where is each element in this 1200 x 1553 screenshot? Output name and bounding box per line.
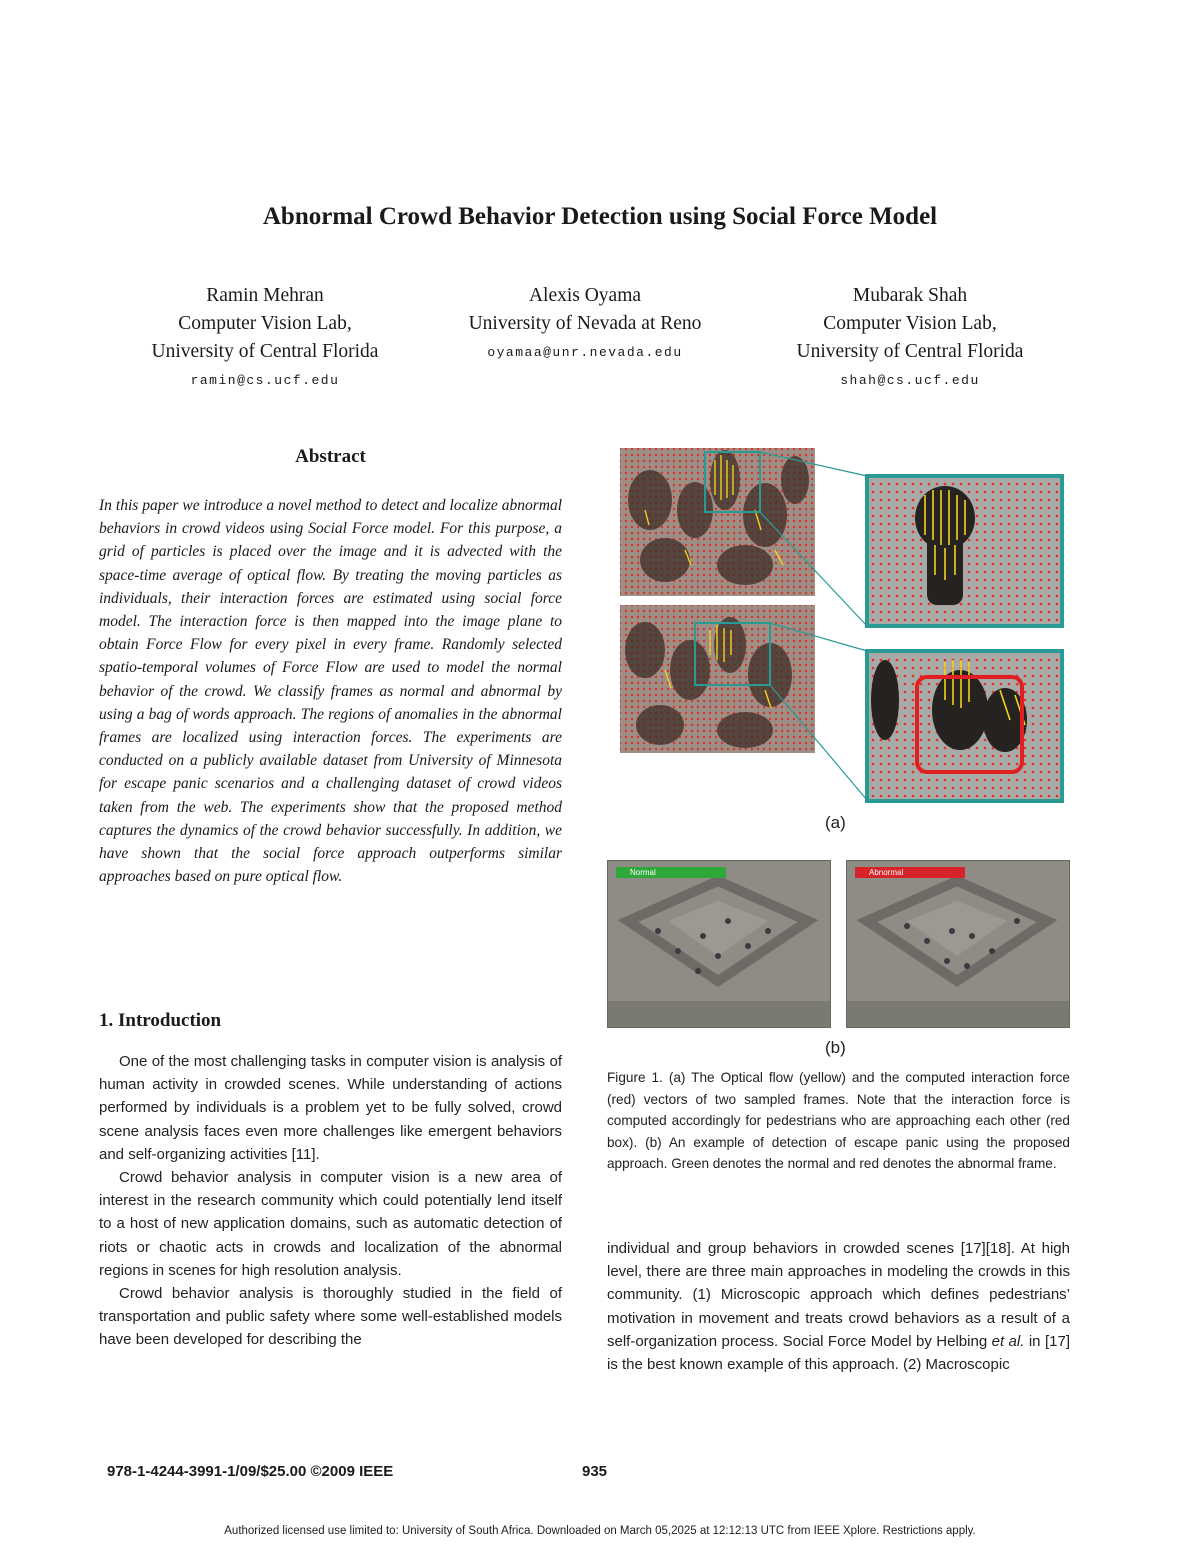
figure-caption: Figure 1. (a) The Optical flow (yellow) and the computed interaction force (red) vectors of two sampled frames. Note that the interaction force is computed accordingly for pedestrians who are approaching each other (red box). (b) An example of detection of escape panic using the proposed approach. Green denotes the normal and red denotes the abnormal frame. <box>607 1070 1070 1171</box>
paper-title: Abnormal Crowd Behavior Detection using Social Force Model <box>262 203 938 230</box>
author-affiliation: University of Nevada at Reno <box>468 313 702 334</box>
figure-sublabel-b: (b) <box>825 1038 846 1057</box>
author-name: Ramin Mehran <box>206 285 324 306</box>
author-name: Mubarak Shah <box>852 285 968 306</box>
figure-1b-normal-frame <box>607 860 831 1028</box>
author-email: ramin@cs.ucf.edu <box>190 373 340 388</box>
status-bar-abnormal: Abnormal <box>855 867 965 878</box>
author-block-3 <box>735 282 1085 396</box>
right-column-body <box>607 1237 1070 1376</box>
abstract-text: In this paper we introduce a novel method to detect and localize abnormal behaviors in crowd videos using Social Force model. For this purpose, a grid of particles is placed over the image and it is advected with the space-time average of optical flow. By treating the moving particles as individuals, their interaction forces are estimated using social force model. The interaction force is then mapped into the image plane to obtain Force Flow for every pixel in every frame. Randomly selected spatio-temporal volumes of Force Flow are used to model the normal behavior of the crowd. We classify frames as normal and abnormal by using a bag of words approach. The regions of anomalies in the abnormal frames are localized using interaction forces. The experiments are conducted on a publicly available dataset from University of Minnesota for escape panic scenarios and a challenging dataset of crowd videos taken from the web. The experiments show that the proposed method captures the dynamics of the crowd behavior successfully. In addition, we have shown that the social force approach outperforms similar approaches based on pure optical flow. <box>99 497 562 886</box>
paragraph: Crowd behavior analysis in computer vision is a new area of interest in the research community which could potentially lend itself to a host of new application domains, such as automatic detection of riots or chaotic acts in crowds and localization of the abnormal regions in scenes for high resolution analysis. <box>99 1169 562 1279</box>
footer-copyright: 978-1-4244-3991-1/09/$25.00 ©2009 IEEE <box>107 1463 394 1480</box>
text-segment-italic: et al. <box>991 1332 1025 1350</box>
author-name: Alexis Oyama <box>528 285 642 306</box>
paragraph <box>607 1237 1070 1376</box>
author-affiliation: University of Central Florida <box>151 341 379 362</box>
figure-1b-abnormal-frame <box>846 860 1070 1028</box>
plaza-scene-image <box>608 861 830 1027</box>
author-affiliation: University of Central Florida <box>796 341 1024 362</box>
status-bar-normal: Normal <box>616 867 726 878</box>
paragraph: One of the most challenging tasks in computer vision is analysis of human activity in crowded scenes. While understanding of actions performed by individuals is a problem yet to be fully solved, crowd scene analysis faces even more challenges like emergent behaviors and self-organizing activities [11]. <box>99 1053 562 1163</box>
author-email: oyamaa@unr.nevada.edu <box>487 345 683 360</box>
paragraph: Crowd behavior analysis is thoroughly studied in the field of transportation and public safety where some well-established models have been developed for describing the <box>99 1285 562 1349</box>
abstract-heading: Abstract <box>295 446 366 467</box>
author-block-1 <box>90 282 440 396</box>
author-block-2 <box>415 282 755 368</box>
text-segment: in [17] is the best known example of this approach. (2) Macroscopic <box>607 1332 1070 1374</box>
figure-sublabel-a: (a) <box>825 813 846 832</box>
author-affiliation: Computer Vision Lab, <box>178 313 352 334</box>
author-affiliation: Computer Vision Lab, <box>823 313 997 334</box>
page-number: 935 <box>582 1463 608 1480</box>
text-segment: individual and group behaviors in crowded scenes [17][18]. At high level, there are three main approaches in modeling the crowds in this community. (1) Microscopic approach which defines pedestrians’ motivation in movement and treats crowd behaviors as a result of a self-organization process. Social Force Model by Helbing <box>607 1240 1070 1350</box>
introduction-body <box>99 1050 562 1352</box>
license-notice: Authorized licensed use limited to: University of South Africa. Downloaded on March 05,2025 at 12:12:13 UTC from IEEE Xplore. Restrictions apply. <box>224 1525 976 1537</box>
plaza-scene-image <box>847 861 1069 1027</box>
figure-1a-image <box>605 440 1075 805</box>
section-heading-introduction: 1. Introduction <box>99 1010 222 1031</box>
author-email: shah@cs.ucf.edu <box>840 373 980 388</box>
